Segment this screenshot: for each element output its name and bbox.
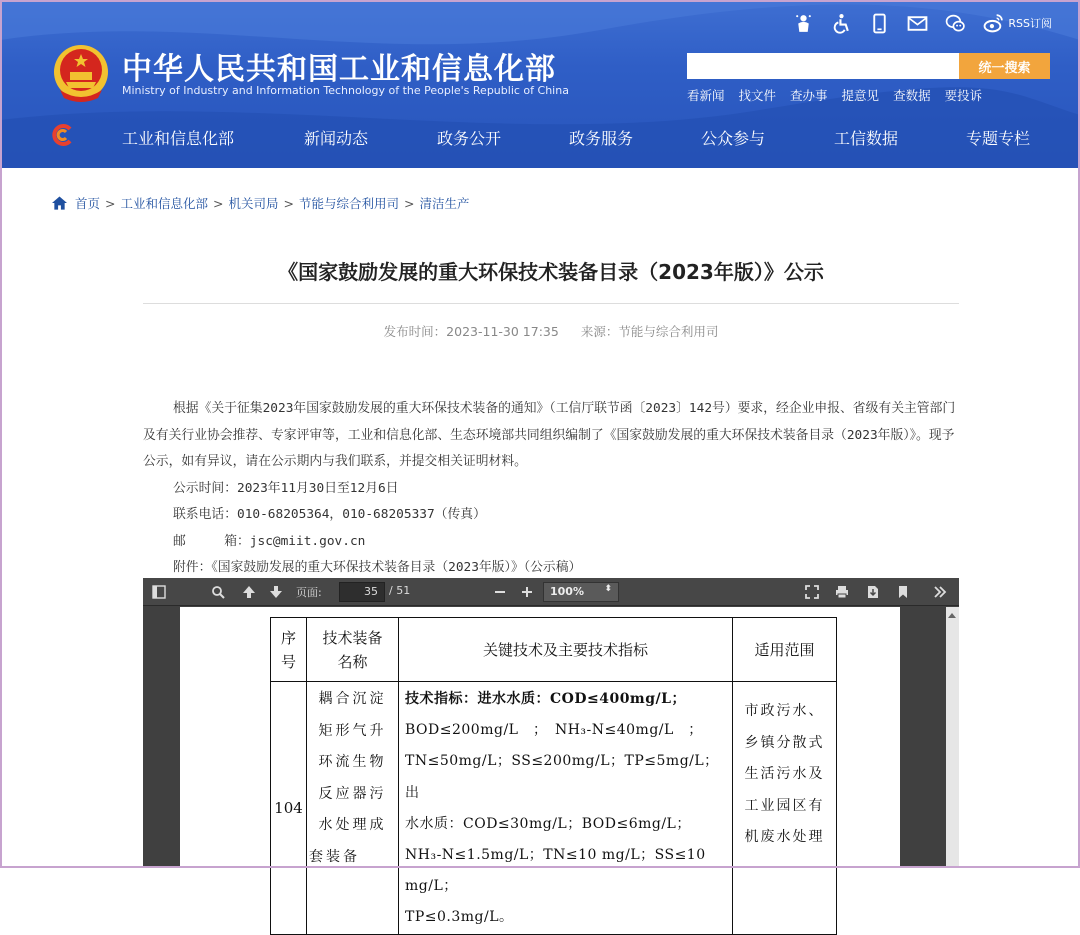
article-paragraph: 根据《关于征集2023年国家鼓励发展的重大环保技术装备的通知》（工信厅联节函〔2023〕142号）要求，经企业申报、省级有关主管部门及有关行业协会推荐、专家评审等，工业和信息化部、生态环境部共同组织编制了《国家鼓励发展的重大环保技术装备目录（2023年版）》。现予公示，如有异议，请在公示期内与我们联系，并提交相关证明材料。 bbox=[143, 401, 956, 469]
quick-links bbox=[687, 86, 982, 104]
contact-email bbox=[143, 529, 959, 556]
nav-item-topics[interactable]: 专题专栏 bbox=[966, 129, 1031, 148]
quick-link-services[interactable]: 查办事 bbox=[790, 88, 828, 103]
title-divider bbox=[143, 303, 959, 304]
breadcrumb-miit[interactable]: 工业和信息化部 bbox=[120, 196, 209, 211]
row-scope: 市政污水、 乡镇分散式 生活污水及 工业园区有 机废水处理 bbox=[733, 682, 837, 935]
breadcrumb-departments[interactable]: 机关司局 bbox=[228, 196, 279, 211]
header-key-tech: 关键技术及主要技术指标 bbox=[399, 618, 733, 682]
quick-link-feedback[interactable]: 提意见 bbox=[841, 88, 880, 103]
page-label: 页面: bbox=[296, 586, 322, 599]
miit-logo-icon[interactable] bbox=[50, 123, 74, 147]
nav-item-news[interactable]: 新闻动态 bbox=[304, 129, 369, 148]
article-meta bbox=[143, 322, 959, 340]
site-header bbox=[0, 0, 1080, 168]
zoom-select[interactable] bbox=[543, 582, 619, 602]
search-icon[interactable] bbox=[211, 585, 225, 599]
header-toolbar bbox=[792, 12, 1052, 34]
notice-period: 公示时间：2023年11月30日至12月6日 bbox=[173, 480, 399, 496]
wechat-icon[interactable] bbox=[944, 12, 966, 34]
nav-item-miit[interactable]: 工业和信息化部 bbox=[122, 129, 235, 148]
row-equipment-name: 耦合沉淀 矩形气升 环流生物 反应器污 水处理成 套装备 bbox=[307, 682, 399, 935]
fullscreen-icon[interactable] bbox=[805, 585, 819, 599]
site-title[interactable]: 中华人民共和国工业和信息化部 bbox=[122, 52, 556, 87]
zoom-value: 100% bbox=[550, 585, 584, 598]
header-scope: 适用范围 bbox=[733, 618, 837, 682]
pdf-page bbox=[180, 607, 900, 926]
search-input[interactable] bbox=[687, 53, 959, 79]
publish-time: 2023-11-30 17:35 bbox=[446, 324, 559, 339]
equipment-table bbox=[270, 617, 837, 935]
nav-item-data[interactable]: 工信数据 bbox=[834, 129, 899, 148]
quick-link-data[interactable]: 查数据 bbox=[893, 88, 931, 103]
page-number-input[interactable]: 35 bbox=[339, 582, 385, 602]
sidebar-toggle-icon[interactable] bbox=[152, 585, 166, 599]
elderly-mode-icon[interactable] bbox=[792, 12, 814, 34]
chevron-down-icon: ⬍ bbox=[604, 584, 612, 594]
home-icon[interactable] bbox=[52, 196, 67, 210]
row-key-tech: 技术指标：进水水质：COD≤400mg/L； BOD≤200mg/L ； NH₃-N≤40mg/L ； TN≤50mg/L；SS≤200mg/L；TP≤5mg/L；出 水水质：COD≤30mg/L；BOD≤6mg/L； NH₃-N≤1.5mg/L；TN≤10 mg/L；SS≤10 mg/L； TP≤0.3mg/L。 bbox=[399, 682, 733, 935]
mail-icon[interactable] bbox=[906, 12, 928, 34]
site-subtitle: Ministry of Industry and Information Technology of the People's Republic of China bbox=[122, 84, 569, 97]
mobile-icon[interactable] bbox=[868, 12, 890, 34]
breadcrumb-home[interactable]: 首页 bbox=[75, 196, 101, 211]
rss-link[interactable]: RSS订阅 bbox=[1008, 17, 1052, 30]
table-header-row bbox=[271, 618, 837, 682]
header-name: 技术装备名称 bbox=[307, 618, 399, 682]
source-value: 节能与综合利用司 bbox=[618, 324, 719, 339]
breadcrumb: 首页 > 工业和信息化部 > 机关司局 > 节能与综合利用司 > 清洁生产 bbox=[52, 194, 470, 212]
unified-search-button[interactable]: 统一搜索 bbox=[959, 53, 1050, 79]
breadcrumb-energy-dept[interactable]: 节能与综合利用司 bbox=[299, 196, 400, 211]
weibo-icon[interactable] bbox=[982, 12, 1004, 34]
national-emblem-icon[interactable] bbox=[52, 42, 110, 104]
next-page-icon[interactable] bbox=[269, 585, 283, 599]
quick-link-complaint[interactable]: 要投诉 bbox=[944, 88, 983, 103]
quick-link-news[interactable]: 看新闻 bbox=[687, 88, 725, 103]
bookmark-icon[interactable] bbox=[896, 585, 910, 599]
contact-phone: 联系电话：010-68205364，010-68205337（传真） bbox=[173, 507, 486, 522]
quick-link-files[interactable]: 找文件 bbox=[738, 88, 777, 103]
row-number: 104 bbox=[271, 682, 307, 935]
email-label: 邮 箱： bbox=[173, 533, 250, 549]
accessibility-icon[interactable] bbox=[830, 12, 852, 34]
publish-label: 发布时间： bbox=[383, 324, 447, 339]
attachment-line[interactable]: 附件：《国家鼓励发展的重大环保技术装备目录（2023年版）》（公示稿） bbox=[173, 560, 582, 575]
main-nav bbox=[0, 110, 1080, 162]
header-no: 序号 bbox=[271, 618, 307, 682]
print-icon[interactable] bbox=[835, 585, 849, 599]
article-title: 《国家鼓励发展的重大环保技术装备目录（2023年版）》公示 bbox=[278, 260, 824, 284]
table-row bbox=[271, 682, 837, 935]
previous-page-icon[interactable] bbox=[242, 585, 256, 599]
breadcrumb-clean-production[interactable]: 清洁生产 bbox=[419, 196, 470, 211]
nav-item-public-participation[interactable]: 公众参与 bbox=[701, 129, 766, 148]
nav-item-services[interactable]: 政务服务 bbox=[569, 129, 634, 148]
scroll-up-icon[interactable] bbox=[948, 613, 956, 618]
article-body bbox=[143, 396, 959, 582]
total-pages: / 51 bbox=[389, 584, 411, 597]
pdf-toolbar bbox=[143, 578, 959, 606]
zoom-out-icon[interactable] bbox=[493, 585, 507, 599]
pdf-scrollbar[interactable] bbox=[946, 607, 959, 868]
email-address[interactable]: jsc@miit.gov.cn bbox=[249, 533, 366, 549]
source-label: 来源： bbox=[580, 324, 619, 339]
pdf-viewer bbox=[143, 578, 959, 926]
download-icon[interactable] bbox=[866, 585, 880, 599]
zoom-in-icon[interactable] bbox=[520, 585, 534, 599]
nav-item-government-affairs[interactable]: 政务公开 bbox=[437, 129, 502, 148]
more-tools-icon[interactable] bbox=[933, 585, 947, 599]
